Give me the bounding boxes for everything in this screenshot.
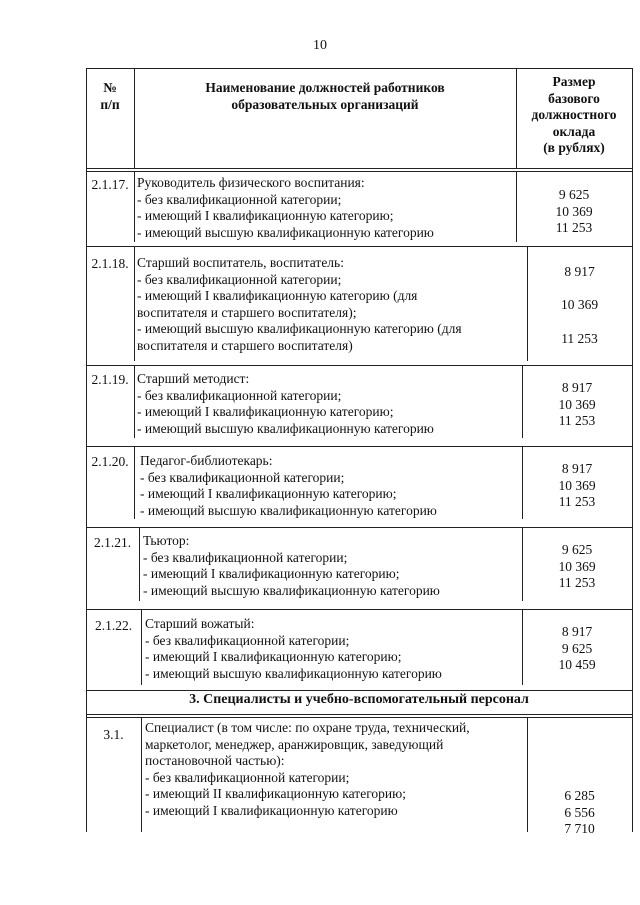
row-top-border bbox=[86, 171, 632, 172]
row-description: Старший вожатый: - без квалификационной категории; - имеющий I квалификационную категорию; - имеющий высшую квалификационную категорию bbox=[145, 616, 442, 681]
row-number: 3.1. bbox=[103, 727, 124, 742]
row-divider bbox=[134, 365, 135, 438]
row-salary: 11 253 bbox=[561, 331, 598, 346]
row-salary: 6 285 6 556 7 710 bbox=[564, 788, 595, 836]
table-top-border bbox=[86, 68, 632, 69]
row-divider bbox=[134, 446, 135, 519]
row-divider bbox=[134, 171, 135, 242]
row-salary: 8 917 10 369 11 253 bbox=[558, 380, 596, 428]
row-description: Старший воспитатель, воспитатель: - без квалификационной категории; - имеющий I квалификационную категорию (для воспитателя и старшего воспитателя); - имеющий высшую квалификационную категорию (для воспитателя и старшего воспитателя) bbox=[137, 255, 462, 353]
row-salary: 8 917 10 369 11 253 bbox=[558, 461, 596, 509]
row-description: Специалист (в том числе: по охране труда, технический, маркетолог, менеджер, аранжировщик, заведующий постановочной частью): - без квалификационной категории; - имеющий II квалификационную категорию; - имеющий I квалификационную категорию bbox=[145, 720, 470, 818]
row-salary: 9 625 10 369 11 253 bbox=[558, 542, 596, 590]
row-number: 2.1.18. bbox=[91, 256, 129, 271]
row-top-border bbox=[86, 609, 632, 610]
row-divider bbox=[141, 609, 142, 685]
section-bottom-border bbox=[86, 714, 632, 715]
row-number: 2.1.20. bbox=[91, 454, 129, 469]
row-number: 2.1.17. bbox=[91, 177, 129, 192]
row-number: 2.1.22. bbox=[94, 618, 133, 633]
row-divider bbox=[139, 527, 140, 601]
header-num: № п/п bbox=[100, 80, 120, 112]
row-top-border bbox=[86, 246, 632, 247]
row-number: 2.1.19. bbox=[91, 372, 129, 387]
section-top-border bbox=[86, 690, 632, 691]
row-salary: 8 917 bbox=[564, 264, 595, 279]
row-divider bbox=[134, 246, 135, 361]
row-description: Руководитель физического воспитания: - без квалификационной категории; - имеющий I квалификационную категорию; - имеющий высшую квалификационную категорию bbox=[137, 175, 434, 240]
header-name: Наименование должностей работников образовательных организаций bbox=[205, 80, 445, 112]
header-bottom-border bbox=[86, 168, 632, 169]
row-salary: 9 625 10 369 11 253 bbox=[555, 187, 593, 235]
row-description: Старший методист: - без квалификационной категории; - имеющий I квалификационную категорию; - имеющий высшую квалификационную категорию bbox=[137, 371, 434, 436]
page-number: 10 bbox=[313, 38, 327, 53]
row-salary: 8 917 9 625 10 459 bbox=[558, 624, 596, 672]
row-description: Педагог-библиотекарь: - без квалификационной категории; - имеющий I квалификационную категорию; - имеющий высшую квалификационную категорию bbox=[140, 453, 437, 518]
table-right-border bbox=[632, 68, 633, 832]
row-top-border bbox=[86, 717, 632, 718]
section-title: 3. Специалисты и учебно-вспомогательный персонал bbox=[189, 692, 529, 707]
row-description: Тьютор: - без квалификационной категории; - имеющий I квалификационную категорию; - имеющий высшую квалификационную категорию bbox=[143, 533, 440, 598]
row-top-border bbox=[86, 365, 632, 366]
header-pay: Размер базового должностного оклада (в рублях) bbox=[531, 74, 617, 155]
row-top-border bbox=[86, 527, 632, 528]
row-divider bbox=[141, 717, 142, 832]
row-salary: 10 369 bbox=[560, 297, 599, 312]
row-top-border bbox=[86, 446, 632, 447]
row-number: 2.1.21. bbox=[93, 535, 132, 550]
